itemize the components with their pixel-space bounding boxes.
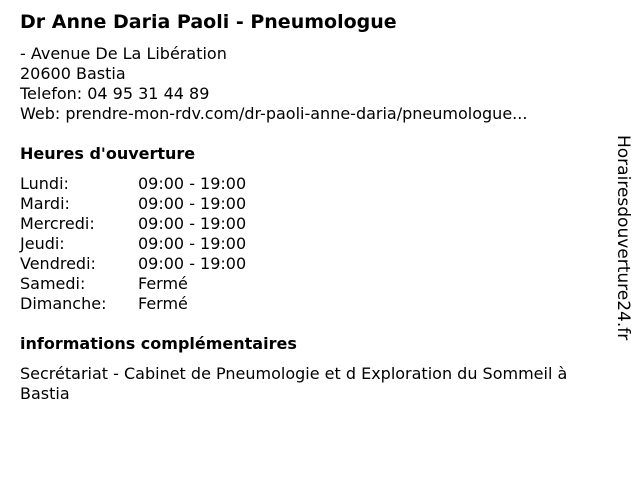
city-line: 20600 Bastia [20,64,126,83]
site-watermark: Horairesdouverture24.fr [613,135,633,341]
extra-info-text: Secrétariat - Cabinet de Pneumologie et d Exploration du Sommeil à Bastia [20,364,568,403]
hours-row-thursday [20,234,610,254]
extra-info-heading: informations complémentaires [20,334,297,353]
time-value: Fermé [138,274,188,293]
page-title: Dr Anne Daria Paoli - Pneumologue [20,11,397,33]
day-label: Samedi: [20,274,86,293]
day-label: Mardi: [20,194,70,213]
day-label: Dimanche: [20,294,107,313]
hours-table [20,174,610,314]
hours-row-tuesday [20,194,610,214]
day-label: Mercredi: [20,214,95,233]
hours-row-monday [20,174,610,194]
time-value: 09:00 - 19:00 [138,214,247,233]
time-value: Fermé [138,294,188,313]
day-label: Jeudi: [20,234,65,253]
hours-row-friday [20,254,610,274]
listing-page [20,10,610,404]
hours-row-sunday [20,294,610,314]
hours-row-saturday [20,274,610,294]
hours-row-wednesday [20,214,610,234]
day-label: Vendredi: [20,254,96,273]
hours-heading: Heures d'ouverture [20,144,196,163]
time-value: 09:00 - 19:00 [138,174,247,193]
address-line: - Avenue De La Libération [20,44,227,63]
time-value: 09:00 - 19:00 [138,254,247,273]
phone-line: Telefon: 04 95 31 44 89 [20,84,210,103]
web-line: Web: prendre-mon-rdv.com/dr-paoli-anne-daria/pneumologue... [20,104,528,123]
time-value: 09:00 - 19:00 [138,234,247,253]
time-value: 09:00 - 19:00 [138,194,247,213]
day-label: Lundi: [20,174,69,193]
